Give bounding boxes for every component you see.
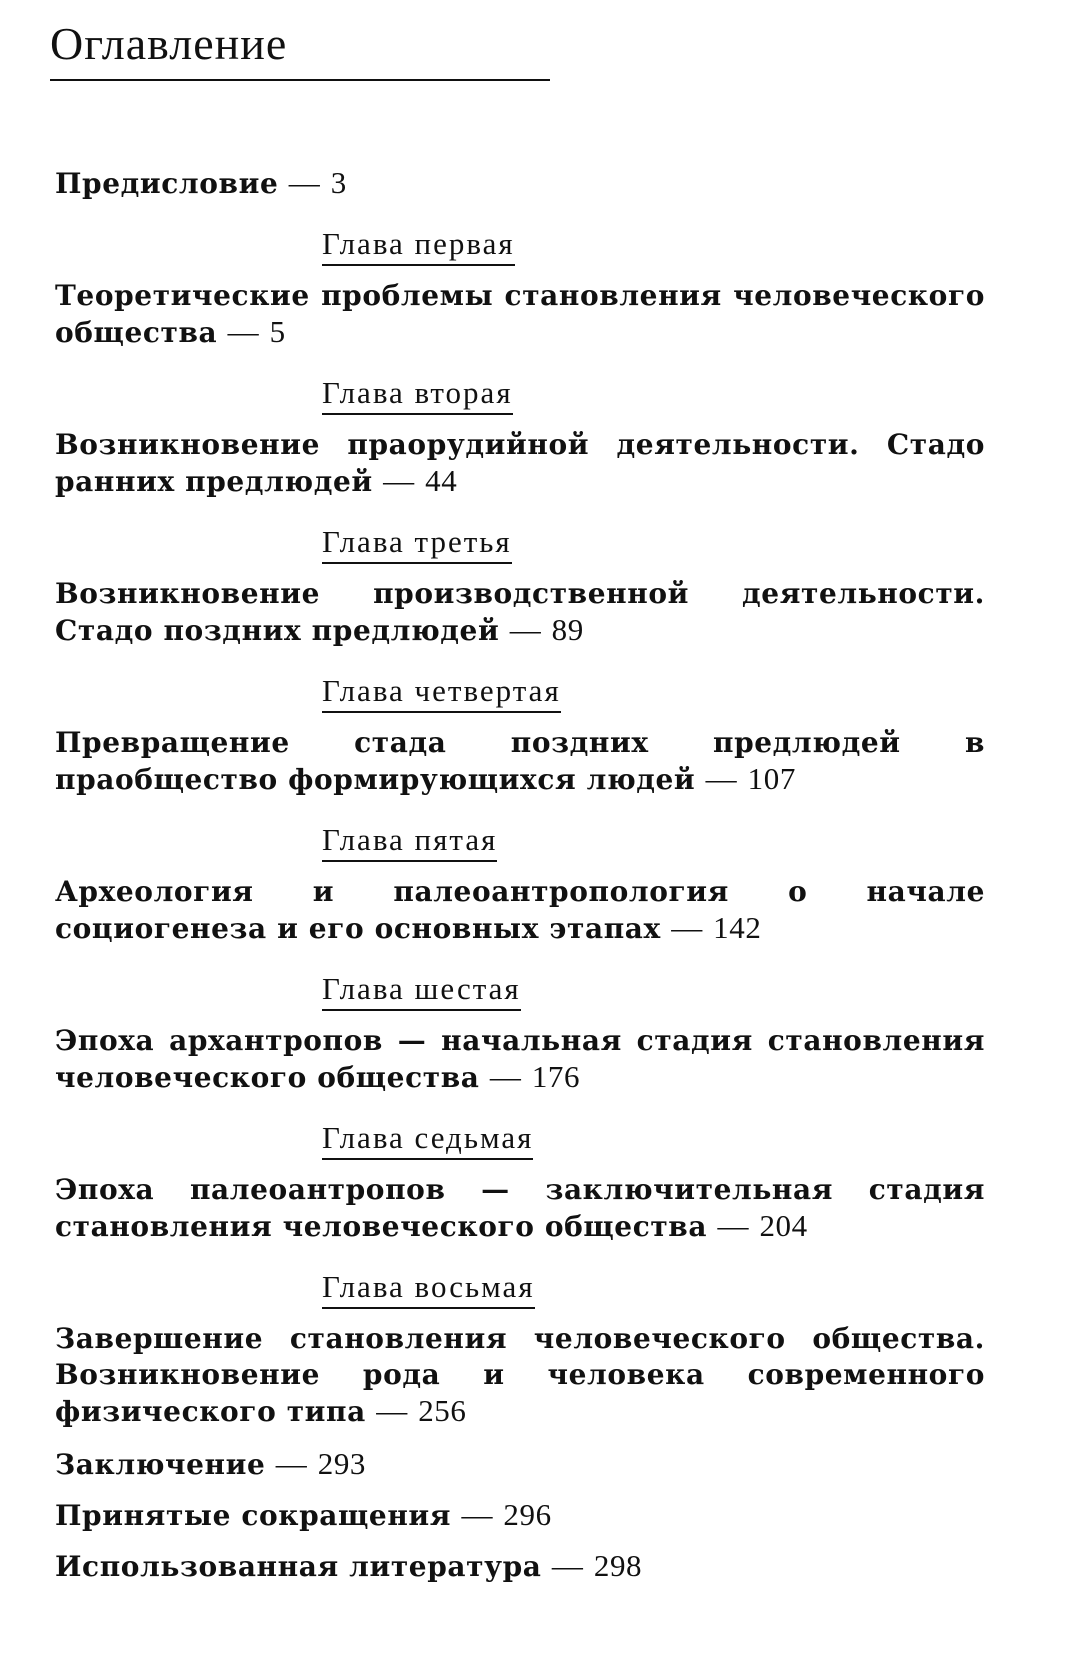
toc-entry-chapter-1[interactable] <box>55 278 985 351</box>
toc-entry-conclusion[interactable] <box>55 1446 985 1483</box>
entry-dash: — <box>671 910 703 945</box>
entry-dash: — <box>509 612 542 647</box>
page-number: 3 <box>330 165 347 200</box>
page-number: 204 <box>759 1208 808 1243</box>
entry-title: Эпоха архантропов — начальная стадия становления человеческого общества <box>55 1024 985 1094</box>
entry-dash: — <box>275 1446 308 1481</box>
page-number: 44 <box>425 463 458 498</box>
entry-title: Завершение становления человеческого общества. Возникновение рода и человека современного физического типа <box>55 1322 985 1428</box>
toc-entry-chapter-5[interactable] <box>55 874 985 947</box>
chapter-label: Глава первая <box>322 226 515 266</box>
toc-entry-chapter-2[interactable] <box>55 427 985 500</box>
entry-dash: — <box>376 1393 408 1428</box>
entry-dash: — <box>717 1208 750 1243</box>
chapter-heading-7 <box>55 1120 985 1164</box>
page-number: 5 <box>269 314 286 349</box>
chapter-heading-8 <box>55 1269 985 1313</box>
page-title: Оглавление <box>50 18 550 81</box>
entry-label: Заключение <box>55 1448 266 1481</box>
toc-entry-chapter-4[interactable] <box>55 725 985 798</box>
page-number: 296 <box>503 1497 552 1532</box>
entry-dash: — <box>227 314 260 349</box>
toc-entry-preface[interactable] <box>55 165 985 202</box>
toc-entry-chapter-6[interactable] <box>55 1023 985 1096</box>
page-number: 176 <box>531 1059 581 1094</box>
toc-entry-references[interactable] <box>55 1548 985 1585</box>
chapter-label: Глава пятая <box>322 822 497 862</box>
entry-title: Теоретические проблемы становления человеческого общества <box>55 279 985 349</box>
chapter-heading-2 <box>55 375 985 419</box>
entry-dash: — <box>489 1059 522 1094</box>
chapter-label: Глава седьмая <box>322 1120 533 1160</box>
chapter-heading-5 <box>55 822 985 866</box>
entry-title: Превращение стада поздних предлюдей в праобщество формирующихся людей <box>55 726 985 796</box>
page-number: 107 <box>747 761 796 796</box>
entry-label: Использованная литература <box>55 1550 542 1583</box>
page-number: 293 <box>317 1446 367 1481</box>
entry-title: Возникновение производственной деятельности. Стадо поздних предлюдей <box>55 577 985 647</box>
chapter-label: Глава вторая <box>322 375 513 415</box>
toc-entry-abbreviations[interactable] <box>55 1497 985 1534</box>
toc-entry-chapter-3[interactable] <box>55 576 985 649</box>
table-of-contents <box>55 165 985 1585</box>
toc-entry-chapter-7[interactable] <box>55 1172 985 1245</box>
chapter-heading-3 <box>55 524 985 568</box>
entry-title: Археология и палеоантропология о начале социогенеза и его основных этапах <box>55 875 985 945</box>
entry-title: Эпоха палеоантропов — заключительная стадия становления человеческого общества <box>55 1173 985 1243</box>
chapter-label: Глава третья <box>322 524 512 564</box>
entry-label: Принятые сокращения <box>55 1499 452 1532</box>
chapter-label: Глава восьмая <box>322 1269 535 1309</box>
entry-dash: — <box>288 165 321 200</box>
chapter-label: Глава шестая <box>322 971 521 1011</box>
entry-dash: — <box>705 761 738 796</box>
page-number: 89 <box>551 612 584 647</box>
chapter-heading-1 <box>55 226 985 270</box>
page-number: 256 <box>418 1393 467 1428</box>
entry-dash: — <box>551 1548 584 1583</box>
chapter-label: Глава четвертая <box>322 673 561 713</box>
entry-label: Предисловие <box>55 167 279 200</box>
chapter-heading-4 <box>55 673 985 717</box>
entry-title: Возникновение праорудийной деятельности. Стадо ранних предлюдей <box>55 428 985 498</box>
entry-dash: — <box>383 463 415 498</box>
toc-entry-chapter-8[interactable] <box>55 1321 985 1430</box>
page-number: 298 <box>593 1548 643 1583</box>
entry-dash: — <box>461 1497 494 1532</box>
page-number: 142 <box>713 910 762 945</box>
chapter-heading-6 <box>55 971 985 1015</box>
